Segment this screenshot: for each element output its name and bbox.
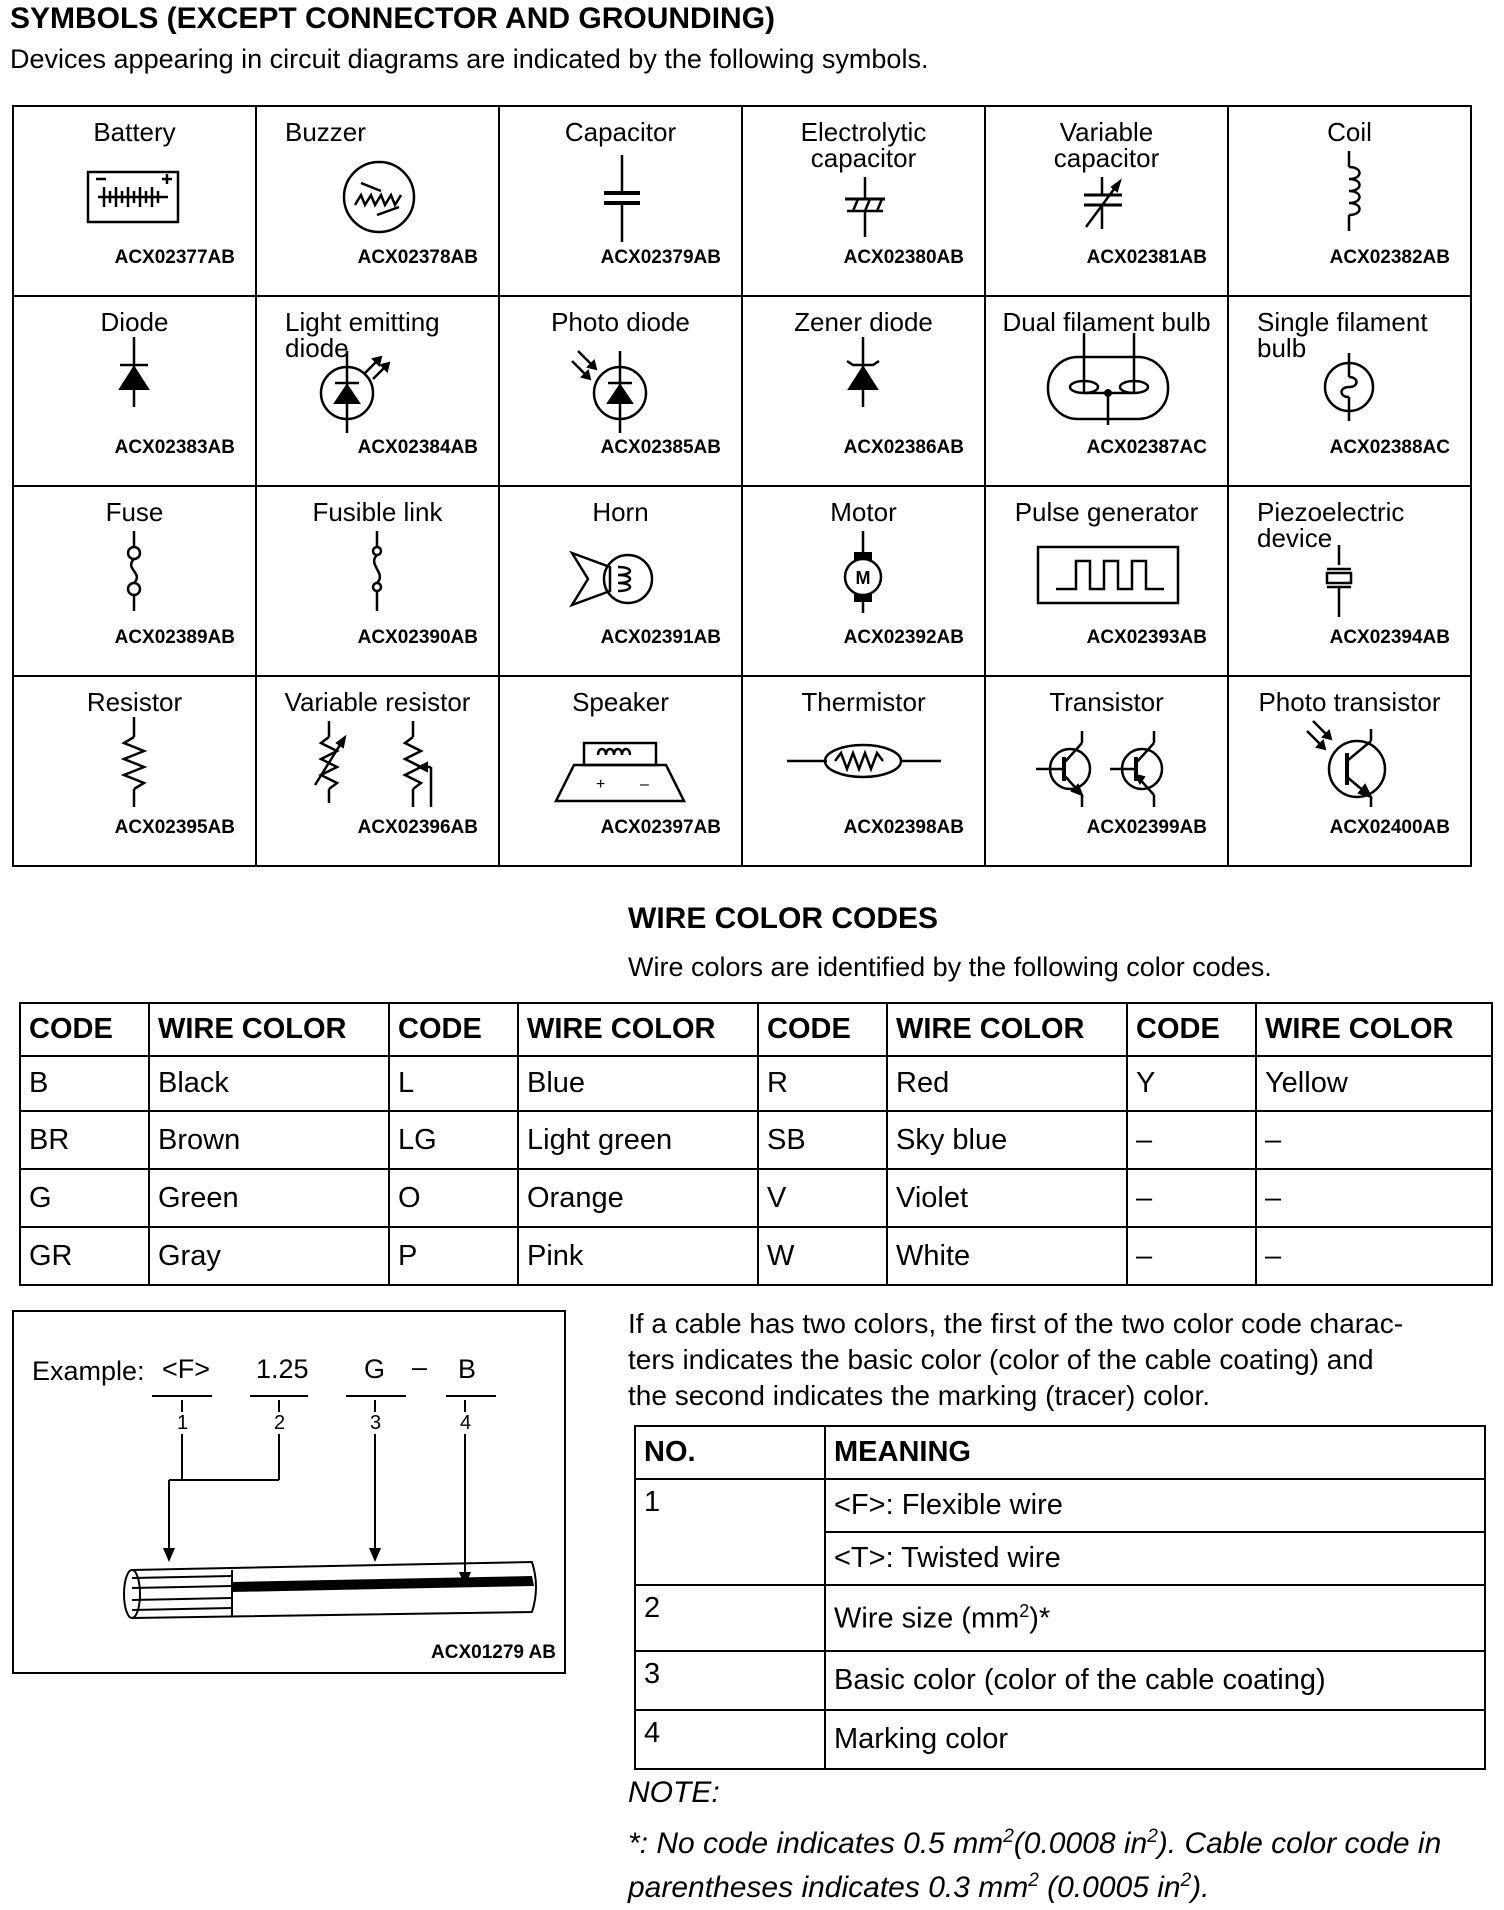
symbol-name: Fusible link: [312, 497, 443, 527]
symbol-code: ACX02380AB: [843, 247, 964, 268]
color-code-cell: O: [389, 1169, 518, 1227]
svg-text:–: –: [640, 776, 649, 793]
col-header: WIRE COLOR: [887, 1003, 1127, 1056]
color-code-cell: GR: [20, 1227, 149, 1285]
example-part-marking: B: [458, 1354, 477, 1384]
symbol-code: ACX02386AB: [843, 437, 964, 458]
symbol-code: ACX02379AB: [600, 247, 721, 268]
symbol-code: ACX02389AB: [114, 627, 235, 648]
symbol-code: ACX02377AB: [114, 247, 235, 268]
table-row: [20, 1169, 1492, 1227]
color-code-cell: –: [1127, 1169, 1256, 1227]
color-code-cell: BR: [20, 1111, 149, 1169]
meaning-no: 3: [635, 1651, 825, 1710]
wire-color-cell: Brown: [149, 1111, 389, 1169]
symbol-name: Single filament bulb: [1257, 307, 1428, 363]
symbol-name: Zener diode: [794, 307, 933, 337]
symbol-name: Photo transistor: [1258, 687, 1441, 717]
color-code-cell: LG: [389, 1111, 518, 1169]
wire-color-cell: –: [1256, 1169, 1492, 1227]
wire-color-cell: Orange: [518, 1169, 758, 1227]
symbol-cell: [256, 486, 499, 676]
color-code-cell: R: [758, 1056, 887, 1111]
symbol-name: Resistor: [86, 687, 183, 717]
example-label: Example:: [32, 1356, 145, 1386]
wire-color-cell: Light green: [518, 1111, 758, 1169]
cable-diagram: [14, 1312, 564, 1672]
color-code-cell: W: [758, 1227, 887, 1285]
color-code-cell: SB: [758, 1111, 887, 1169]
symbol-name: Variable capacitor: [1053, 117, 1160, 173]
symbol-name: Diode: [100, 307, 169, 337]
symbol-name: Electrolytic capacitor: [800, 117, 927, 173]
symbol-code: ACX02378AB: [357, 247, 478, 268]
symbol-code: ACX02387AC: [1086, 437, 1207, 458]
symbol-code: ACX02384AB: [357, 437, 478, 458]
wire-color-cell: White: [887, 1227, 1127, 1285]
meaning-no: 4: [635, 1710, 825, 1769]
color-code-cell: L: [389, 1056, 518, 1111]
symbol-code: ACX02400AB: [1329, 817, 1450, 838]
color-code-cell: P: [389, 1227, 518, 1285]
col-header: MEANING: [825, 1426, 1485, 1479]
wire-color-cell: Blue: [518, 1056, 758, 1111]
wire-color-cell: Gray: [149, 1227, 389, 1285]
meaning-text: Wire size $(mm^2)*$: [825, 1585, 1485, 1651]
meaning-no: 1: [635, 1479, 825, 1585]
example-number: 2: [274, 1412, 286, 1434]
wire-color-cell: –: [1256, 1227, 1492, 1285]
color-code-cell: –: [1127, 1111, 1256, 1169]
symbol-cell: [742, 296, 985, 486]
wire-color-cell: Pink: [518, 1227, 758, 1285]
col-header: WIRE COLOR: [518, 1003, 758, 1056]
symbol-cell: [499, 296, 742, 486]
example-part-f: <F>: [162, 1354, 211, 1384]
symbol-code: ACX02393AB: [1086, 627, 1207, 648]
table-row: [20, 1056, 1492, 1111]
page-title: SYMBOLS (EXCEPT CONNECTOR AND GROUNDING): [10, 2, 776, 35]
symbol-name: Variable resistor: [284, 687, 471, 717]
wire-color-title: WIRE COLOR CODES: [628, 902, 939, 935]
wire-color-table: [19, 1002, 1493, 1286]
symbol-cell: [742, 106, 985, 296]
wire-color-cell: –: [1256, 1111, 1492, 1169]
cable-description: If a cable has two colors, the first of the two color code charac- ters indicates the basic color (color of the cable coating) and the second indicates the marking (tracer) color.: [628, 1308, 1404, 1411]
col-header: WIRE COLOR: [149, 1003, 389, 1056]
symbol-name: Piezoelectric device: [1257, 497, 1405, 553]
symbol-row: [13, 676, 1471, 866]
color-code-cell: B: [20, 1056, 149, 1111]
symbol-name: Capacitor: [564, 117, 677, 147]
example-number: 1: [177, 1412, 189, 1434]
meaning-text: Marking color: [825, 1710, 1485, 1769]
symbol-cell: [13, 486, 256, 676]
color-code-cell: Y: [1127, 1056, 1256, 1111]
symbol-name: Pulse generator: [1014, 497, 1199, 527]
table-row: [20, 1227, 1492, 1285]
col-header: NO.: [635, 1426, 825, 1479]
example-number: 3: [370, 1412, 382, 1434]
symbol-cell: [13, 296, 256, 486]
symbol-code: ACX02385AB: [600, 437, 721, 458]
symbol-code: ACX02397AB: [600, 817, 721, 838]
symbol-code: ACX02388AC: [1329, 437, 1450, 458]
note-label: NOTE:: [628, 1776, 720, 1809]
symbol-cell: [499, 106, 742, 296]
example-part-size: 1.25: [256, 1354, 309, 1384]
color-code-cell: G: [20, 1169, 149, 1227]
symbol-cell: [985, 676, 1228, 866]
symbol-cell: [256, 676, 499, 866]
symbol-name: Dual filament bulb: [1002, 307, 1211, 337]
symbol-cell: [499, 486, 742, 676]
col-header: CODE: [758, 1003, 887, 1056]
symbol-code: ACX02395AB: [114, 817, 235, 838]
symbol-name: Buzzer: [285, 117, 366, 147]
intro-text: Devices appearing in circuit diagrams are indicated by the following symbols.: [10, 44, 929, 74]
wire-color-cell: Black: [149, 1056, 389, 1111]
symbol-cell: [13, 106, 256, 296]
symbol-cell: [985, 486, 1228, 676]
symbol-row: [13, 106, 1471, 296]
symbol-name: Battery: [93, 117, 176, 147]
symbol-name: Transistor: [1049, 687, 1164, 717]
note-line-1: *: No code indicates 0.5 $mm^2(0.0008$ $in^2$). Cable color code in: [628, 1826, 1442, 1860]
symbol-cell: [1228, 106, 1471, 296]
symbol-cell: [256, 106, 499, 296]
symbol-cell: [985, 296, 1228, 486]
wire-color-cell: Green: [149, 1169, 389, 1227]
symbol-name: Coil: [1327, 117, 1372, 147]
example-figure-code: ACX01279 AB: [431, 1642, 556, 1663]
symbol-name: Photo diode: [551, 307, 690, 337]
meaning-text: Basic color (color of the cable coating): [825, 1651, 1485, 1710]
table-row: [20, 1111, 1492, 1169]
col-header: CODE: [389, 1003, 518, 1056]
wire-color-cell: Red: [887, 1056, 1127, 1111]
symbol-code: ACX02382AB: [1329, 247, 1450, 268]
symbol-cell: [742, 676, 985, 866]
wire-color-cell: Violet: [887, 1169, 1127, 1227]
symbol-cell: [499, 676, 742, 866]
symbol-cell: [1228, 296, 1471, 486]
wire-color-cell: Yellow: [1256, 1056, 1492, 1111]
symbol-code: ACX02394AB: [1329, 627, 1450, 648]
color-code-cell: V: [758, 1169, 887, 1227]
symbol-name: Speaker: [572, 687, 669, 717]
col-header: WIRE COLOR: [1256, 1003, 1492, 1056]
svg-text:+: +: [596, 776, 606, 793]
example-figure: [12, 1310, 566, 1674]
symbol-name: Horn: [592, 497, 649, 527]
note-line-2: parentheses indicates 0.3 $mm^2$ (0.0005 $in^2$).: [628, 1870, 1210, 1904]
symbol-cell: [1228, 486, 1471, 676]
wire-color-intro: Wire colors are identified by the following color codes.: [628, 952, 1272, 982]
example-number: 4: [460, 1412, 472, 1434]
meaning-text: <F>: Flexible wire: [825, 1479, 1485, 1532]
symbol-cell: [985, 106, 1228, 296]
symbol-cell: [13, 676, 256, 866]
symbol-code: ACX02396AB: [357, 817, 478, 838]
symbol-name: Light emitting diode: [285, 307, 440, 363]
symbol-row: [13, 486, 1471, 676]
meaning-text: <T>: Twisted wire: [825, 1532, 1485, 1585]
meaning-table: [634, 1425, 1486, 1770]
svg-text:M: M: [855, 568, 871, 588]
symbol-code: ACX02381AB: [1086, 247, 1207, 268]
symbol-name: Thermistor: [801, 687, 926, 717]
symbol-row: [13, 296, 1471, 486]
symbol-code: ACX02398AB: [843, 817, 964, 838]
symbol-code: ACX02383AB: [114, 437, 235, 458]
symbol-cell: [742, 486, 985, 676]
color-code-cell: –: [1127, 1227, 1256, 1285]
col-header: CODE: [1127, 1003, 1256, 1056]
col-header: CODE: [20, 1003, 149, 1056]
symbol-code: ACX02390AB: [357, 627, 478, 648]
symbol-code: ACX02399AB: [1086, 817, 1207, 838]
meaning-no: 2: [635, 1585, 825, 1651]
symbol-cell: [1228, 676, 1471, 866]
wire-color-cell: Sky blue: [887, 1111, 1127, 1169]
symbol-name: Motor: [830, 497, 897, 527]
symbols-table: [12, 105, 1472, 867]
symbol-code: ACX02391AB: [600, 627, 721, 648]
symbol-name: Fuse: [105, 497, 164, 527]
symbol-cell: [256, 296, 499, 486]
symbol-code: ACX02392AB: [843, 627, 964, 648]
example-dash: –: [412, 1352, 428, 1382]
example-part-basic: G: [364, 1354, 386, 1384]
